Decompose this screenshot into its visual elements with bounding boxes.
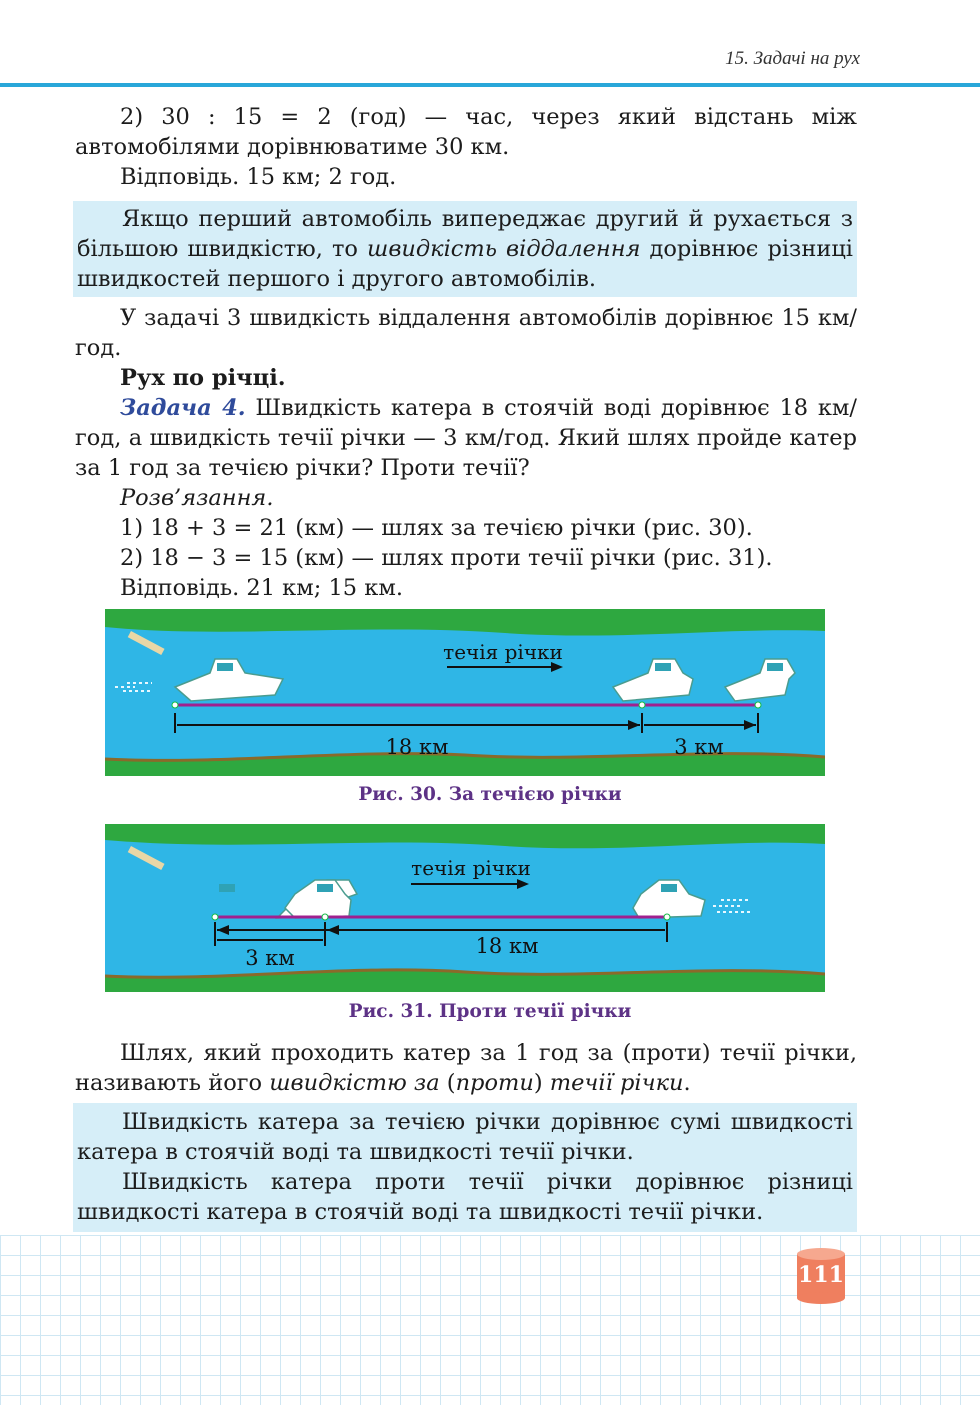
distance-3-km: 3 км [674,735,724,759]
figure-30-illustration [105,609,825,776]
solution-step-2: 2) 30 : 15 = 2 (год) — час, через який відстань між автомобілями дорівнюватиме 30 км. [75,104,857,160]
term-against: проти [455,1070,534,1096]
task-4-text: Швидкість катера в стоячій воді дорівнює 18 км/год, а швидкість течії річки — 3 км/год. Який шлях пройде катер за 1 год за течією річки? Проти течії? [75,395,857,481]
path-point-start [664,914,670,920]
page-number-badge [797,1248,845,1304]
path-point-start [172,702,178,708]
figure-31-caption: Рис. 31. Проти течії річки [348,1001,632,1022]
figure-31-illustration [105,824,825,992]
solution-step-2b: 2) 18 − 3 = 15 (км) — шлях проти течії річки (рис. 31). [120,545,773,571]
term-river-current: течії річки [549,1070,684,1096]
term-separation-speed: швидкість віддалення [367,236,641,262]
answer-task-3: Відповідь. 15 км; 2 год. [120,164,397,190]
section-header: 15. Задачі на рух [725,48,860,69]
current-label: течія річки [411,856,531,880]
header-rule [0,83,980,87]
distance-18-km: 18 км [475,934,539,958]
heading-river-motion: Рух по річці. [120,365,286,391]
rule-box-river-speeds [73,1103,857,1232]
solution-step-1: 1) 18 + 3 = 21 (км) — шлях за течією річки (рис. 30). [120,515,753,541]
rule-text-part: Якщо перший автомобіль випереджає другий й рухається з більшою швидкістю, то [77,206,853,262]
rule-separation-text [77,204,853,294]
answer-task-4: Відповідь. 21 км; 15 км. [120,575,403,601]
rule-text-part: дорівнює різниці швидкостей першого і другого автомобілів. [77,236,853,292]
figure-30-caption: Рис. 30. За течією річки [358,784,622,805]
path-point-end [212,914,218,920]
rule-speed-downstream: Швидкість катера за течією річки дорівнює сумі швидкості катера в стоячій воді та швидкості течії річки. [77,1109,853,1165]
path-point-end [755,702,761,708]
definition-end: . [683,1070,691,1096]
paragraph-task3-speed: У задачі 3 швидкість віддалення автомобілів дорівнює 15 км/год. [75,305,857,361]
figure-30 [105,609,825,776]
rule-box-separation [73,201,857,297]
task-4-label: Задача 4. [120,395,246,421]
rule-speed-upstream: Швидкість катера проти течії річки дорівнює різниці швидкості катера в стоячій воді та швидкості течії річки. [77,1169,853,1225]
path-point-middle [322,914,328,920]
solution-label: Розв’язання. [120,485,274,511]
definition-paren: ( [439,1070,456,1096]
path-point-middle [639,702,645,708]
current-label: течія річки [443,640,563,664]
distance-18-km: 18 км [385,735,449,759]
task-4-statement [75,393,857,483]
distance-3-km: 3 км [245,946,295,970]
figure-31 [105,824,825,992]
definition-boat-speed [75,1038,857,1098]
page-number: 111 [798,1262,844,1288]
definition-text: Шлях, який проходить катер за 1 год за (проти) течії річки, називають його [75,1040,857,1096]
definition-paren: ) [533,1070,550,1096]
term-speed-with: швидкістю за [269,1070,440,1096]
